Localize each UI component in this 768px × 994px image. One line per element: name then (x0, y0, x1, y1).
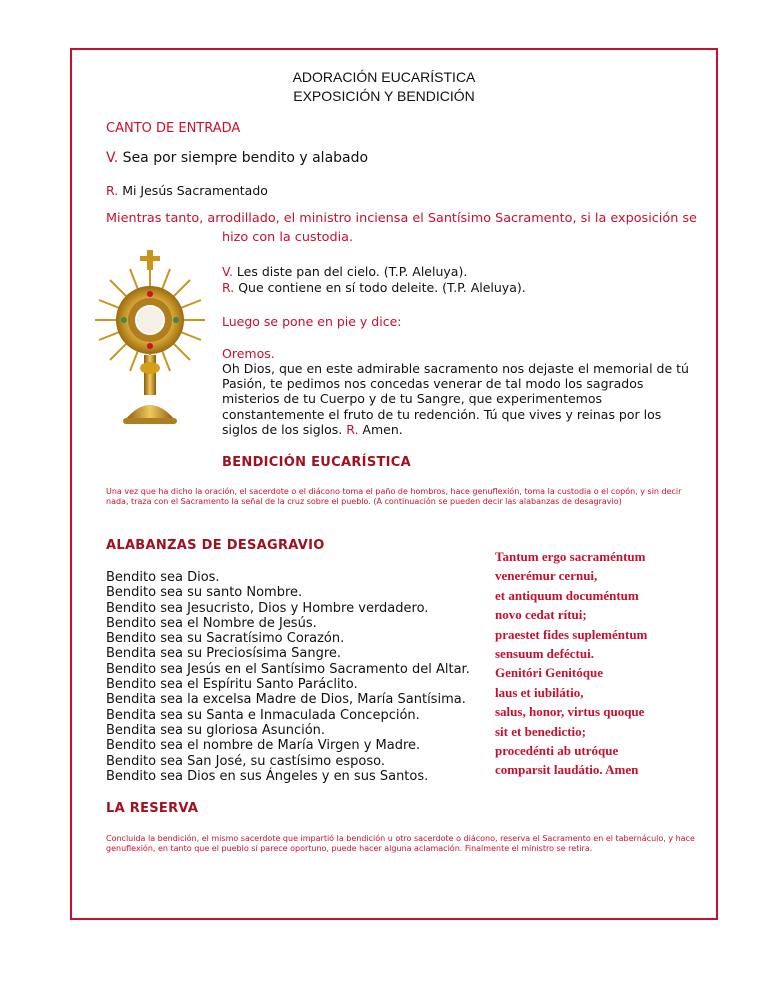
response-text: Que contiene en sí todo deleite. (T.P. Aleluya). (234, 280, 526, 295)
list-item: Bendita sea la excelsa Madre de Dios, María Santísima. (106, 692, 466, 708)
hymn-line: laus et iubilátio, (495, 684, 584, 700)
title-line-1: ADORACIÓN EUCARÍSTICA (292, 69, 476, 85)
list-item: Bendito sea Jesús en el Santísimo Sacramento del Altar. (106, 661, 470, 677)
list-item: Bendito sea el Espíritu Santo Paráclito. (106, 677, 358, 693)
list-item: Bendita sea su gloriosa Asunción. (106, 722, 326, 738)
hymn-line: procedénti ab utróque (495, 743, 619, 759)
prayer-line-last (222, 422, 689, 437)
bendicion-instruction: Una vez que ha dicho la oración, el sacerdote o el diácono toma el paño de hombros, hace genuflexión, toma la custodia o el copón, y sin decir nada, traza con el Sacramento la señal de la cruz sobre el pueblo. (A continuación se pueden decir las alabanzas de desagravio) (106, 487, 682, 506)
list-item: Bendito sea su Sacratísimo Corazón. (106, 631, 345, 647)
prayer-line: Oh Dios, que en este admirable sacramento nos dejaste el memorial de tú (222, 361, 689, 376)
response-mark: R. (222, 280, 235, 295)
reserva-instruction: Concluida la bendición, el mismo sacerdote que impartió la bendición u otro sacerdote o diácono, reserva el Sacramento en el tabernáculo, y hace genuflexión, en tanto que el pueblo si parece oportuno, puede hacer alguna aclamación. Finalmente el ministro se retira. (106, 834, 695, 853)
list-item: Bendita sea su Santa e Inmaculada Concepción. (106, 707, 420, 723)
prayer-text (222, 361, 689, 437)
reserva-heading: LA RESERVA (106, 801, 199, 816)
canto-heading: CANTO DE ENTRADA (106, 121, 241, 136)
hymn-line: Genitóri Genitóque (495, 665, 603, 681)
response-text: Mi Jesús Sacramentado (118, 183, 268, 198)
prayer-line: constantemente el fruto de tu redención. Tú que vives y reinas por los (222, 406, 662, 422)
bendicion-heading: BENDICIÓN EUCARÍSTICA (222, 455, 411, 470)
monstrance-image (95, 250, 205, 430)
versicle-2 (222, 264, 467, 279)
list-item: Bendito sea San José, su castísimo esposo. (106, 753, 385, 769)
hymn-line: et antiquum documéntum (495, 587, 639, 603)
alabanzas-list (106, 570, 470, 784)
alabanzas-heading: ALABANZAS DE DESAGRAVIO (106, 538, 325, 553)
title-line-2: EXPOSICIÓN Y BENDICIÓN (293, 88, 475, 104)
list-item: Bendito sea su santo Nombre. (106, 585, 303, 601)
hymn-line: salus, honor, virtus quoque (495, 704, 645, 720)
prayer-line: misterios de tu Cuerpo y de tu Sangre, que experimentemos (222, 391, 602, 407)
oremos-label: Oremos. (222, 346, 275, 361)
versicle-text: Sea por siempre bendito y alabado (118, 150, 369, 166)
versicle-mark: V. (106, 150, 119, 166)
stand-instruction: Luego se pone en pie y dice: (222, 314, 402, 329)
incense-instruction-line-2: hizo con la custodia. (222, 230, 354, 245)
tantum-ergo-hymn (495, 547, 647, 780)
response-mark: R. (106, 183, 119, 198)
versicle-text: Les diste pan del cielo. (T.P. Aleluya). (232, 264, 468, 279)
prayer-ending: siglos de los siglos. (222, 421, 347, 437)
prayer-line: Pasión, te pedimos nos concedas venerar de tal modo los sagrados (222, 376, 644, 392)
monstrance-icon (95, 250, 205, 430)
hymn-line: comparsit laudátio. Amen (495, 762, 639, 778)
amen: Amen. (358, 421, 403, 437)
response-mark: R. (346, 421, 359, 437)
hymn-line: sensuum deféctui. (495, 646, 594, 662)
hymn-line: praestet fides supleméntum (495, 626, 648, 642)
versicle-1 (106, 150, 368, 166)
incense-instruction-line-1: Mientras tanto, arrodillado, el ministro inciensa el Santísimo Sacramento, si la exposición se (106, 211, 697, 226)
versicle-mark: V. (222, 264, 233, 279)
list-item: Bendita sea su Preciosísima Sangre. (106, 646, 342, 662)
list-item: Bendito sea Dios en sus Ángeles y en sus Santos. (106, 768, 429, 784)
hymn-line: venerémur cernui, (495, 568, 598, 584)
response-1 (106, 183, 268, 198)
response-2 (222, 280, 526, 295)
hymn-line: sit et benedictio; (495, 723, 586, 739)
page-border (70, 48, 718, 920)
list-item: Bendito sea el Nombre de Jesús. (106, 615, 317, 631)
list-item: Bendito sea el nombre de María Virgen y Madre. (106, 738, 421, 754)
list-item: Bendito sea Dios. (106, 570, 220, 585)
hymn-line: novo cedat rítui; (495, 607, 587, 623)
hymn-line: Tantum ergo sacraméntum (495, 549, 646, 564)
list-item: Bendito sea Jesucristo, Dios y Hombre verdadero. (106, 600, 429, 616)
